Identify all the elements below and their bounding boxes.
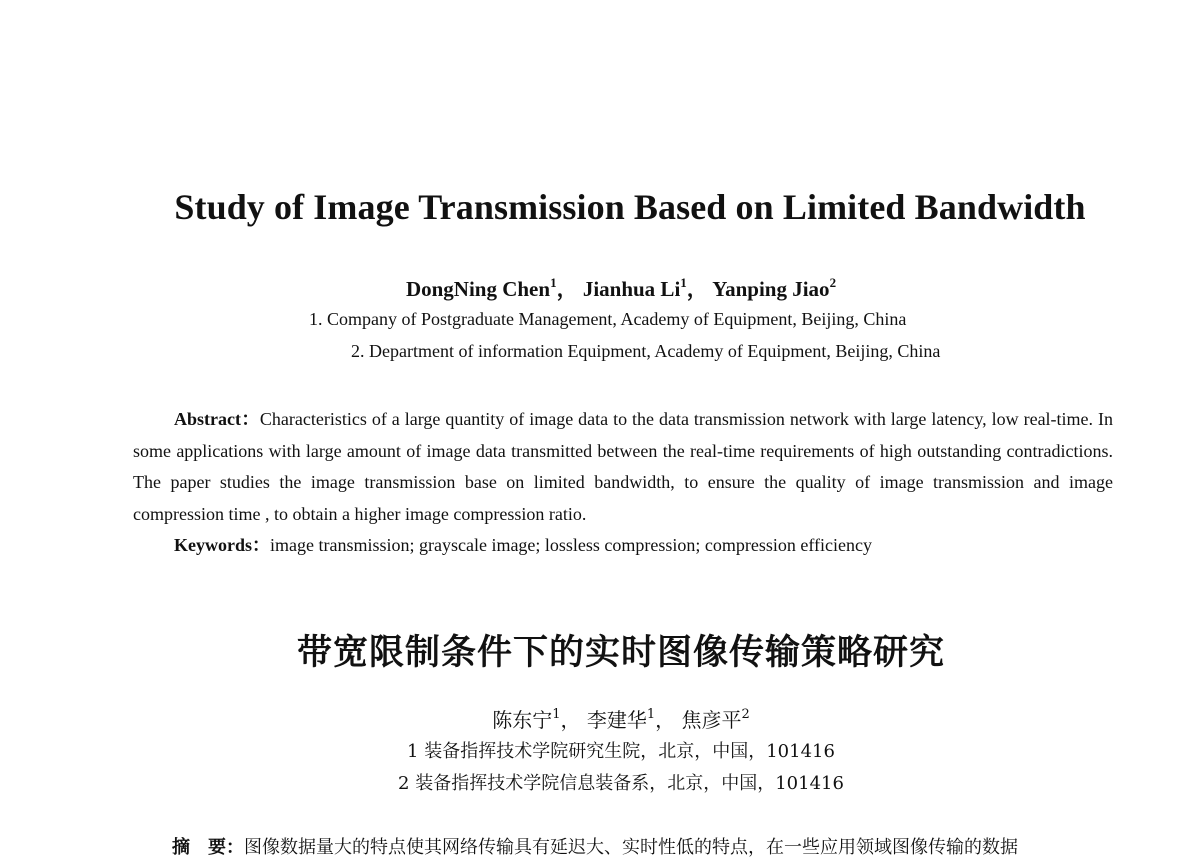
- chinese-abstract: [172, 833, 1152, 859]
- author-name: 陈东宁: [492, 708, 553, 732]
- abstract-text: Characteristics of a large quantity of image data to the data transmission network with large latency, low real-time. In some applications with large amount of image data transmitted between the real-time requirements of high outstanding contradictions. The paper studies the image transmission base on limited bandwidth, to ensure the quality of image transmission and image compression time , to obtain a higher image compression ratio.: [133, 409, 1113, 524]
- chinese-abstract-label: 摘 要：: [172, 837, 244, 858]
- author-affiliation-marker: 1: [646, 707, 656, 722]
- chinese-affiliation-2: 2 装备指挥技术学院信息装备系，北京，中国，101416: [398, 773, 844, 794]
- author-affiliation-marker: 1: [680, 275, 687, 290]
- author-affiliation-marker: 2: [741, 707, 750, 722]
- author-separator: ，: [655, 708, 676, 732]
- chinese-affiliation-1: 1 装备指挥技术学院研究生院，北京，中国，101416: [407, 741, 835, 762]
- english-keywords: [174, 531, 872, 557]
- keywords-text: image transmission; grayscale image; lossless compression; compression efficiency: [270, 535, 873, 555]
- author-affiliation-marker: 1: [550, 275, 557, 290]
- author-name: 李建华: [586, 708, 647, 732]
- english-authors: [0, 273, 1200, 303]
- english-title: Study of Image Transmission Based on Limited Bandwidth: [174, 187, 1086, 227]
- author-affiliation-marker: 1: [552, 707, 561, 722]
- abstract-label: Abstract：: [174, 409, 260, 429]
- author-name: DongNing Chen: [405, 277, 551, 301]
- chinese-title: 带宽限制条件下的实时图像传输策略研究: [296, 633, 945, 673]
- author-name: 焦彦平: [681, 708, 742, 732]
- chinese-abstract-text: 图像数据量大的特点使其网络传输具有延迟大、实时性低的特点，在一些应用领域图像传输的数据: [244, 837, 1018, 858]
- english-abstract: [133, 404, 1113, 530]
- author-separator: ，: [560, 708, 581, 732]
- author-separator: ，: [556, 277, 578, 301]
- chinese-authors: [0, 704, 1200, 733]
- author-name: Jianhua Li: [582, 277, 681, 301]
- author-name: Yanping Jiao: [712, 277, 830, 301]
- author-affiliation-marker: 2: [829, 275, 837, 290]
- english-affiliation-2: 2. Department of information Equipment, Academy of Equipment, Beijing, China: [351, 341, 941, 361]
- keywords-label: Keywords：: [174, 535, 270, 555]
- english-affiliation-1: 1. Company of Postgraduate Management, Academy of Equipment, Beijing, China: [309, 309, 907, 329]
- author-separator: ，: [686, 277, 708, 301]
